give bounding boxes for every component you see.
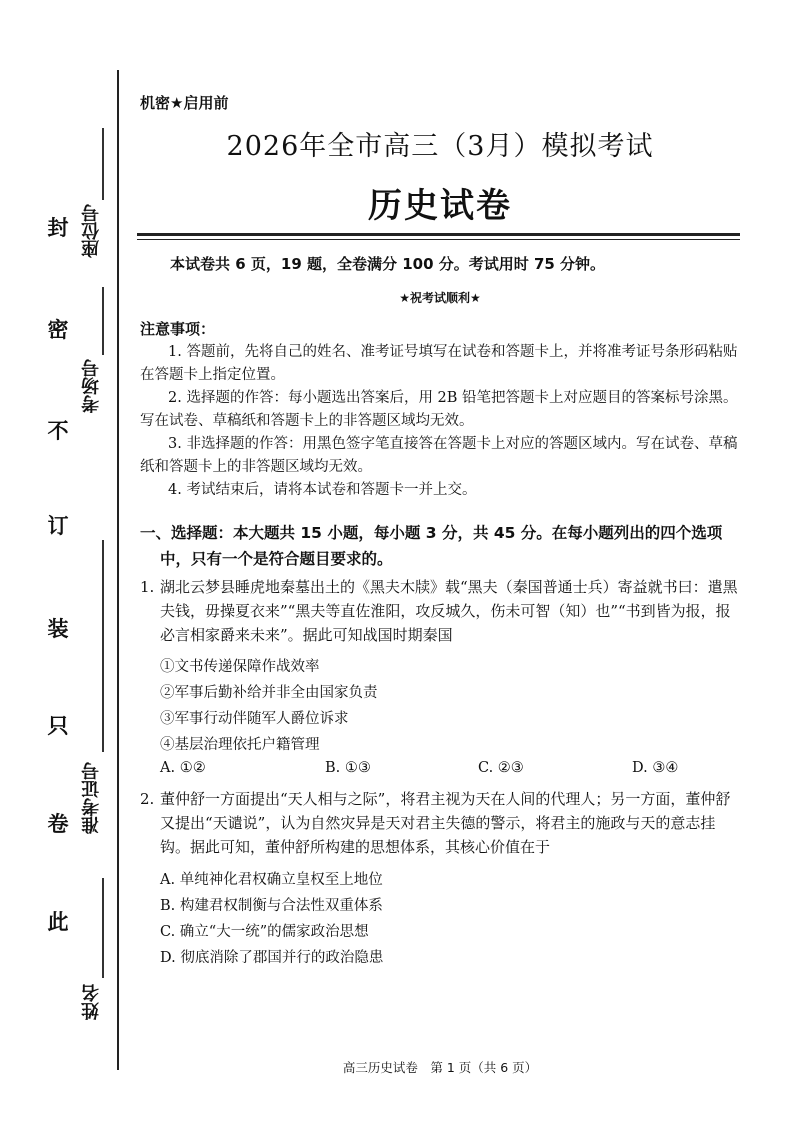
header-rule-thick — [137, 233, 740, 236]
admission-number-line[interactable] — [102, 540, 104, 752]
question-1-number: 1. — [140, 578, 155, 596]
secret-mark: 机密★启用前 — [140, 94, 229, 112]
note-item-1: 1. 答题前，先将自己的姓名、准考证号填写在试卷和答题卡上，并将准考证号条形码粘贴在答题卡上指定位置。 — [140, 344, 738, 383]
seal-char-8: 此 — [47, 910, 69, 934]
q2-option-a[interactable]: A. 单纯神化君权确立皇权至上地位 — [160, 872, 383, 888]
seal-char-2: 密 — [47, 318, 69, 342]
q1-item-2: ②军事后勤补给并非全由国家负责 — [160, 685, 378, 701]
notes-title: 注意事项： — [140, 320, 216, 338]
binding-line — [117, 70, 119, 1070]
q2-option-b[interactable]: B. 构建君权制衡与合法性双重体系 — [160, 898, 383, 914]
q1-option-a[interactable]: A. ①② — [160, 760, 206, 776]
seal-char-6: 只 — [47, 714, 69, 738]
exam-overview: 本试卷共 6 页，19 题，全卷满分 100 分。考试用时 75 分钟。 — [170, 255, 606, 273]
q1-item-3: ③军事行动伴随军人爵位诉求 — [160, 711, 349, 727]
note-item-4: 4. 考试结束后，请将本试卷和答题卡一并上交。 — [168, 482, 477, 498]
page-footer: 高三历史试卷 第 1 页（共 6 页） — [342, 1060, 538, 1075]
good-luck-line: ★祝考试顺利★ — [399, 291, 481, 305]
question-2-stem — [140, 787, 745, 859]
seat-number-label: 座位号 — [81, 204, 102, 258]
q1-item-4: ④基层治理依托户籍管理 — [160, 737, 320, 753]
q1-option-d[interactable]: D. ③④ — [632, 760, 679, 776]
note-item-2: 2. 选择题的作答：每小题选出答案后，用 2B 铅笔把答题卡上对应题目的答案标号涂黑。写在试卷、草稿纸和答题卡上的非答题区域均无效。 — [140, 390, 738, 429]
seal-char-3: 不 — [47, 419, 69, 443]
admission-number-label: 准考证号 — [81, 762, 102, 834]
header-rule-thin — [137, 239, 740, 240]
seal-char-1: 封 — [47, 216, 69, 240]
seal-char-5: 装 — [47, 617, 69, 641]
seal-char-7: 卷 — [47, 812, 69, 836]
question-1-stem — [140, 575, 745, 647]
q2-option-c[interactable]: C. 确立“大一统”的儒家政治思想 — [160, 924, 369, 940]
exam-title: 2026年全市高三（3月）模拟考试 — [226, 131, 654, 162]
name-label: 姓名 — [81, 984, 102, 1020]
q1-item-1: ①文书传递保障作战效率 — [160, 659, 320, 675]
seat-number-line[interactable] — [102, 128, 104, 200]
q1-option-c[interactable]: C. ②③ — [478, 760, 524, 776]
name-line[interactable] — [102, 878, 104, 978]
question-1-text: 湖北云梦县睡虎地秦墓出土的《黑夫木牍》载“黑夫（秦国普通士兵）寄益就书曰：遣黑夫钱，毋操夏衣来”“黑夫等直佐淮阳，攻反城久，伤未可智（知）也”“书到皆为报，报必言相家爵来未来”。据此可知战国时期秦国 — [160, 578, 738, 644]
seal-char-4: 订 — [47, 514, 69, 538]
subject-title: 历史试卷 — [368, 186, 512, 226]
question-2-number: 2. — [140, 790, 155, 808]
exam-room-label: 考场号 — [81, 359, 102, 413]
section-heading: 一、选择题：本大题共 15 小题，每小题 3 分，共 45 分。在每小题列出的四个选项中，只有一个是符合题目要求的。 — [140, 524, 723, 568]
q1-option-b[interactable]: B. ①③ — [325, 760, 371, 776]
exam-room-line[interactable] — [102, 287, 104, 355]
question-2-text: 董仲舒一方面提出“天人相与之际”，将君主视为天在人间的代理人；另一方面，董仲舒又提出“天谴说”，认为自然灾异是天对君主失德的警示，将君主的施政与天的意志挂钩。据此可知，董仲舒所构建的思想体系，其核心价值在于 — [160, 790, 731, 856]
note-item-3: 3. 非选择题的作答：用黑色签字笔直接答在答题卡上对应的答题区域内。写在试卷、草稿纸和答题卡上的非答题区域均无效。 — [140, 436, 738, 475]
q2-option-d[interactable]: D. 彻底消除了郡国并行的政治隐患 — [160, 950, 384, 966]
